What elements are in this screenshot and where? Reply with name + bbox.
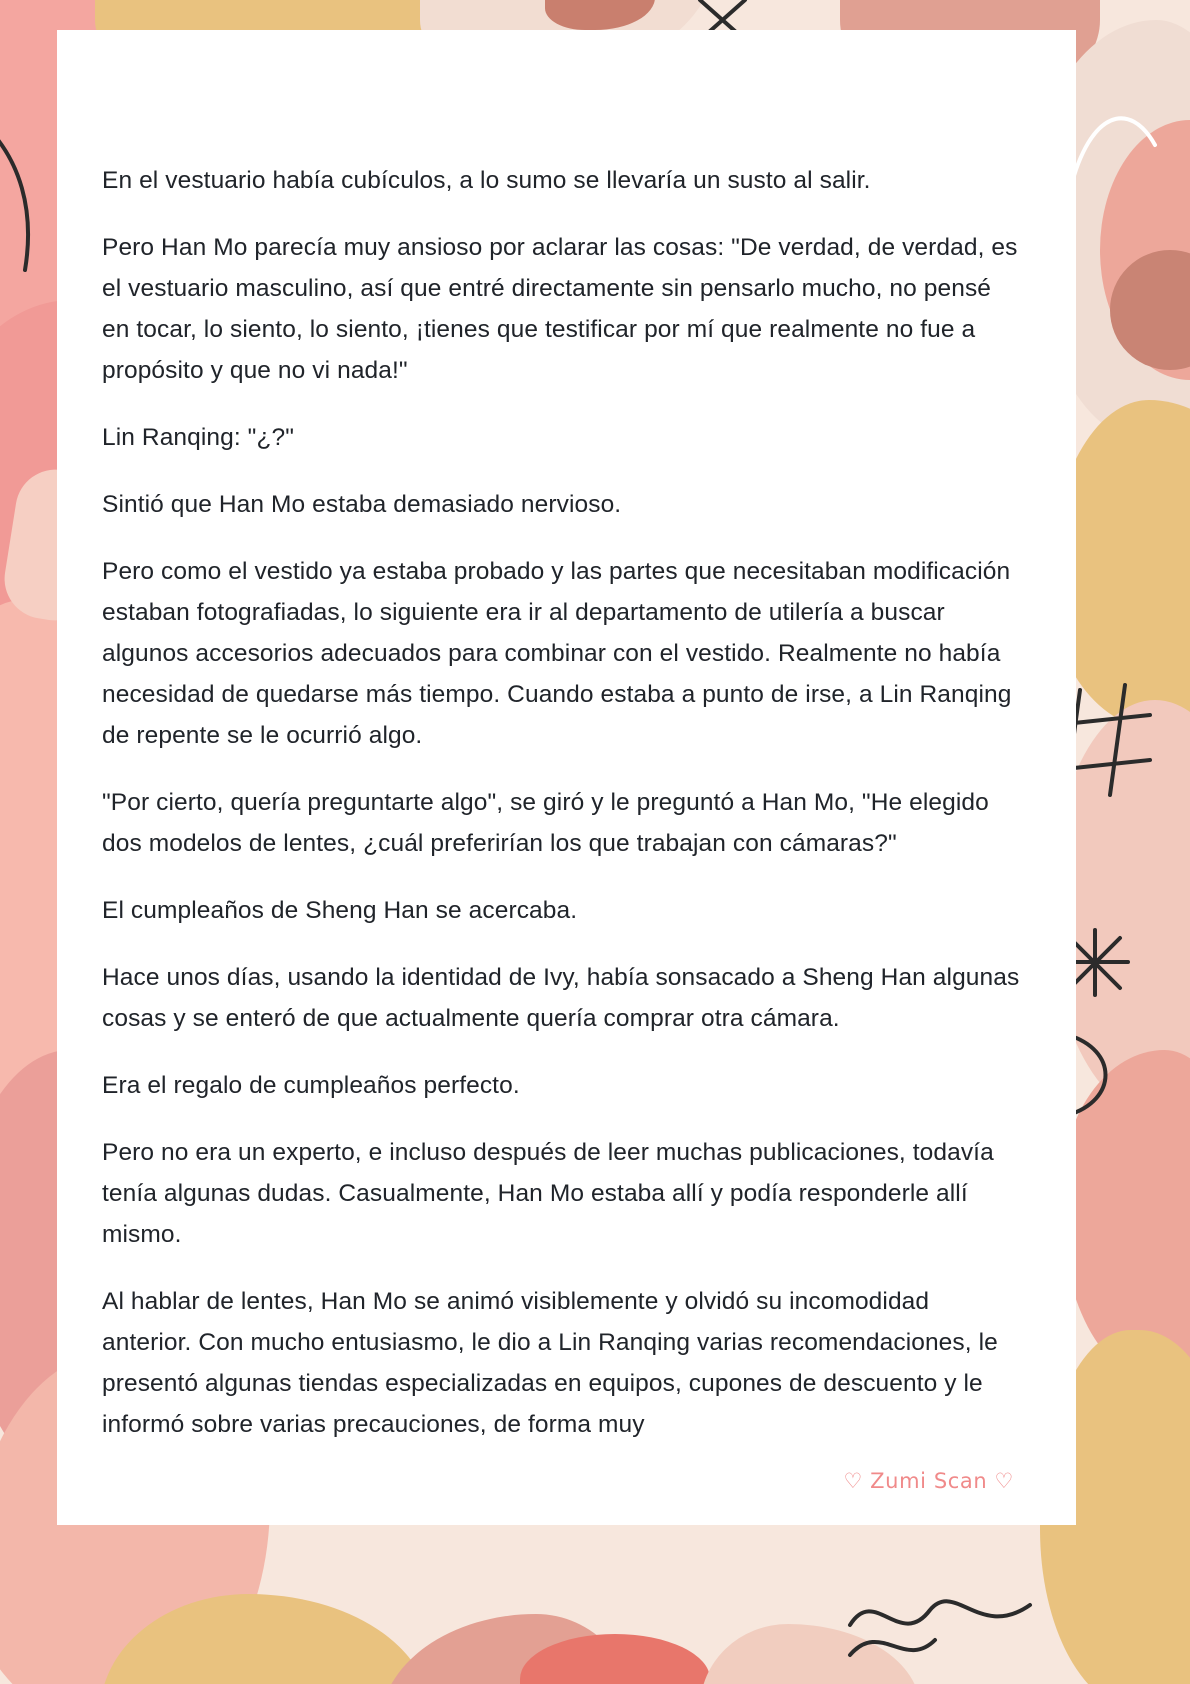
paragraph: El cumpleaños de Sheng Han se acercaba.	[102, 897, 578, 924]
paragraph: Pero como el vestido ya estaba probado y las partes que necesitaban modificación estaban fotografiadas, lo siguiente era ir al departamento de utilería a buscar algunos accesorios adecuados para combinar con el vestido. Realmente no había necesidad de quedarse más tiempo. Cuando estaba a punto de irse, a Lin Ranqing de repente se le ocurrió algo.	[102, 558, 1012, 749]
paragraph: "Por cierto, quería preguntarte algo", se giró y le preguntó a Han Mo, "He elegido dos modelos de lentes, ¿cuál preferirían los que trabajan con cámaras?"	[102, 789, 989, 857]
wave-doodle-icon	[840, 1570, 1040, 1670]
paper-sheet	[57, 30, 1076, 1525]
paragraph: Era el regalo de cumpleaños perfecto.	[102, 1072, 520, 1099]
paragraph: Hace unos días, usando la identidad de Ivy, había sonsacado a Sheng Han algunas cosas y se enteró de que actualmente quería comprar otra cámara.	[102, 964, 1020, 1032]
paragraph: Pero no era un experto, e incluso después de leer muchas publicaciones, todavía tenía algunas dudas. Casualmente, Han Mo estaba allí y podía responderle allí mismo.	[102, 1139, 994, 1248]
paragraph: Pero Han Mo parecía muy ansioso por aclarar las cosas: "De verdad, de verdad, es el vestuario masculino, así que entré directamente sin pensarlo mucho, no pensé en tocar, lo siento, lo siento, ¡tienes que testificar por mí que realmente no fue a propósito y que no vi nada!"	[102, 234, 1018, 384]
scribble-doodle-icon	[1060, 90, 1170, 210]
paragraph: En el vestuario había cubículos, a lo sumo se llevaría un susto al salir.	[102, 167, 871, 194]
paragraph: Sintió que Han Mo estaba demasiado nervioso.	[102, 491, 622, 518]
document-text-body	[102, 160, 1022, 1471]
paragraph: Lin Ranqing: "¿?"	[102, 424, 295, 451]
paragraph: Al hablar de lentes, Han Mo se animó visiblemente y olvidó su incomodidad anterior. Con mucho entusiasmo, le dio a Lin Ranqing varias recomendaciones, le presentó algunas tiendas especializadas en equipos, cupones de descuento y le informó sobre varias precauciones, de forma muy	[102, 1288, 998, 1438]
scan-watermark: ♡ Zumi Scan ♡	[843, 1469, 1014, 1493]
